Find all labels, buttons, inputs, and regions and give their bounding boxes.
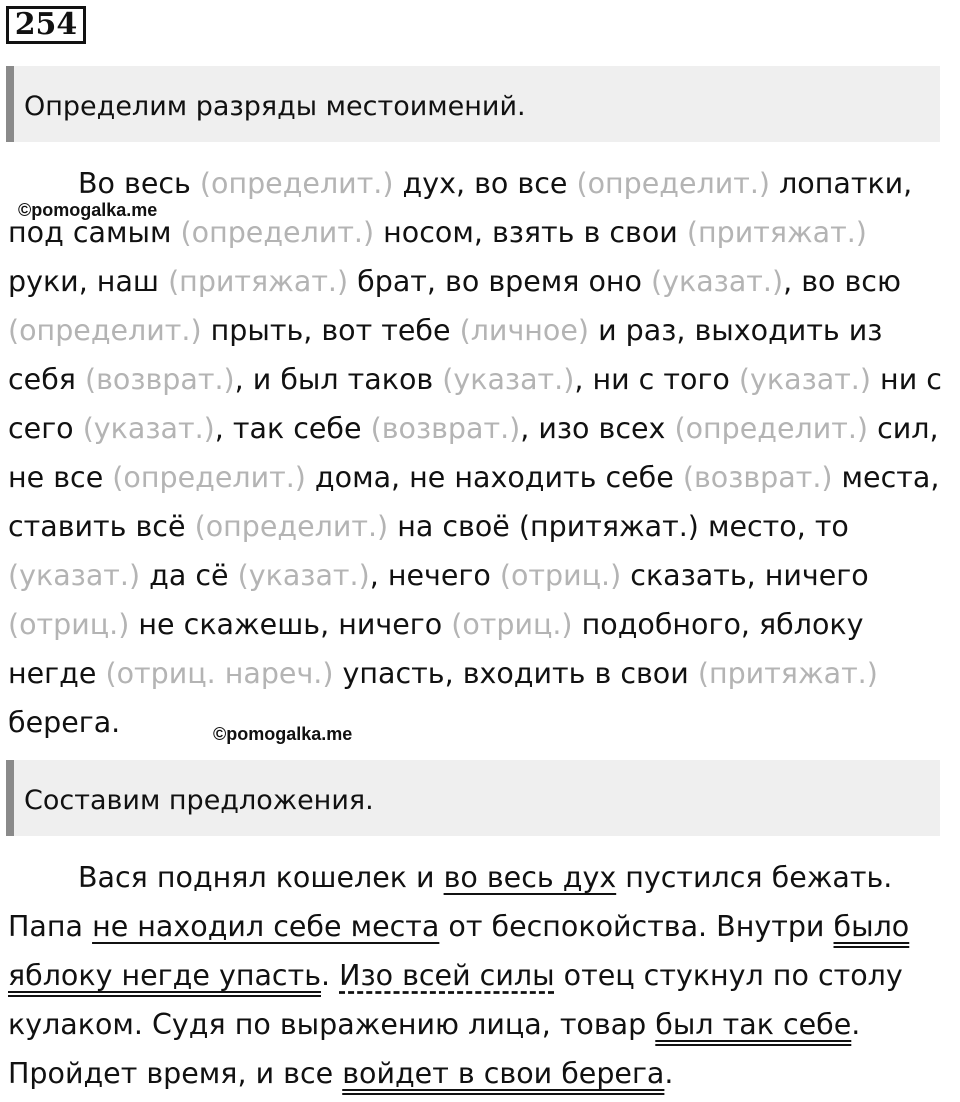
pronoun-category-tag: (притяжат.): [168, 265, 349, 298]
text-run: берега.: [8, 706, 121, 739]
pronoun-category-tag: (притяжат.): [686, 216, 867, 249]
text-run: , так себе: [214, 412, 371, 445]
pronoun-category-tag: (указат.): [442, 363, 575, 396]
pronoun-category-tag: (возврат.): [682, 461, 833, 494]
section-heading-pronouns: Определим разряды местоимений.: [6, 66, 940, 142]
pronoun-classification-paragraph: [8, 159, 948, 747]
text-run: брат, во время оно: [348, 265, 652, 298]
text-run: не скажешь, ничего: [129, 608, 452, 641]
text-run: . Пройдет время, и все: [8, 1008, 861, 1090]
text-run: дух, во все: [393, 167, 577, 200]
pronoun-category-tag: (отриц. нареч.): [105, 657, 334, 690]
text-run: упасть, входить в свои: [333, 657, 698, 690]
pronoun-category-tag: (личное): [459, 314, 590, 347]
text-run: места, ставить всё: [8, 461, 940, 543]
pronoun-category-tag: (отриц.): [499, 559, 622, 592]
text-run: сказать, ничего: [621, 559, 869, 592]
text-run: .: [664, 1057, 674, 1090]
pronoun-category-tag: (указат.): [738, 363, 871, 396]
pronoun-category-tag: (указат.): [82, 412, 215, 445]
text-run: пустился бежать. Папа: [8, 861, 893, 943]
section-heading-sentences: Составим предложения.: [6, 760, 940, 836]
pronoun-category-tag: (определит.): [199, 167, 394, 200]
text-run: на своё (притяжат.) место, то: [388, 510, 849, 543]
pronoun-category-tag: (определит.): [674, 412, 869, 445]
pronoun-category-tag: (определит.): [194, 510, 389, 543]
pronoun-category-tag: (определит.): [576, 167, 771, 200]
sentences-paragraph: [8, 853, 948, 1098]
text-run: носом, взять в свои: [374, 216, 687, 249]
text-run: Вася поднял кошелек и: [78, 861, 444, 894]
watermark: ©pomogalka.me: [213, 724, 353, 744]
text-run: Во весь: [78, 167, 200, 200]
text-run: и раз, выходить из себя: [8, 314, 883, 396]
text-run: , нечего: [369, 559, 500, 592]
idiom-double-underlined: войдет в свои берега: [342, 1057, 665, 1090]
text-run: сил, не все: [8, 412, 939, 494]
pronoun-category-tag: (указат.): [651, 265, 784, 298]
idiom-underlined: во весь дух: [443, 861, 617, 894]
pronoun-category-tag: (отриц.): [451, 608, 573, 641]
text-run: , изо всех: [520, 412, 675, 445]
watermark: ©pomogalka.me: [18, 200, 158, 220]
idiom-double-underlined: был так себе: [655, 1008, 852, 1041]
pronoun-category-tag: (отриц.): [8, 608, 130, 641]
pronoun-category-tag: (определит.): [8, 314, 202, 347]
text-run: лопатки, под самым: [8, 167, 913, 249]
text-run: .: [321, 959, 340, 992]
text-run: отец стукнул по столу кулаком. Судя по выражению лица, товар: [8, 959, 903, 1041]
pronoun-category-tag: (возврат.): [84, 363, 235, 396]
text-run: , и был таков: [234, 363, 443, 396]
text-run: от беспокойства. Внутри: [439, 910, 834, 943]
text-run: подобного, яблоку негде: [8, 608, 864, 690]
idiom-dashed-underlined: Изо всей силы: [339, 959, 555, 992]
text-run: , во всю: [783, 265, 901, 298]
pronoun-category-tag: (определит.): [180, 216, 375, 249]
idiom-underlined: не находил себе места: [92, 910, 440, 943]
pronoun-category-tag: (притяжат.): [697, 657, 878, 690]
idiom-double-underlined: было яблоку негде упасть: [8, 910, 910, 992]
text-run: руки, наш: [8, 265, 169, 298]
text-run: , ни с того: [574, 363, 739, 396]
pronoun-category-tag: (определит.): [112, 461, 306, 494]
exercise-number: 254: [6, 6, 86, 44]
text-run: прыть, вот тебе: [201, 314, 460, 347]
pronoun-category-tag: (указат.): [8, 559, 141, 592]
text-run: дома, не находить себе: [305, 461, 683, 494]
text-run: да сё: [140, 559, 238, 592]
pronoun-category-tag: (указат.): [237, 559, 370, 592]
text-run: ни с сего: [8, 363, 942, 445]
pronoun-category-tag: (возврат.): [370, 412, 521, 445]
